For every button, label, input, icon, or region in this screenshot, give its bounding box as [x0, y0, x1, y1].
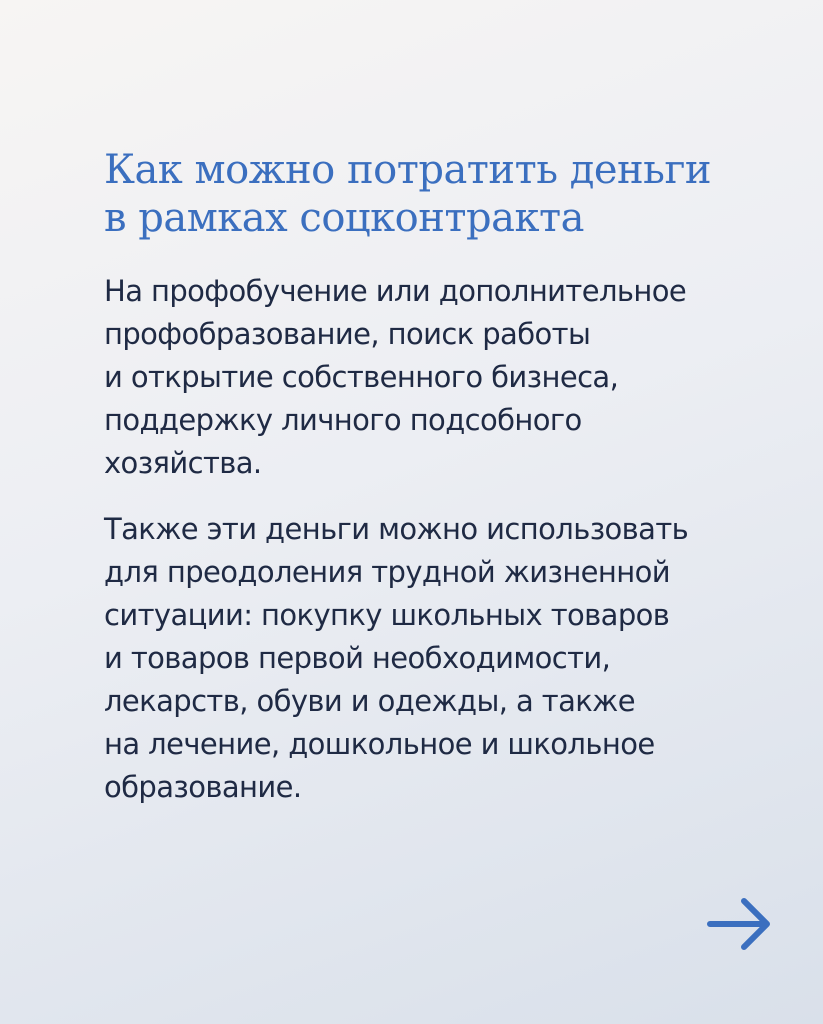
text-line: образование. — [104, 770, 302, 804]
title-line: Как можно потратить деньги — [104, 147, 712, 193]
next-slide-button[interactable] — [706, 894, 774, 954]
arrow-right-icon — [706, 894, 774, 954]
title-line: в рамках соцконтракта — [104, 195, 584, 241]
text-line: для преодоления трудной жизненной — [104, 555, 671, 589]
text-line: и товаров первой необходимости, — [104, 641, 611, 675]
slide-title — [104, 146, 794, 242]
body-paragraph-2 — [104, 508, 784, 809]
text-line: профобразование, поиск работы — [104, 317, 591, 351]
text-line: На профобучение или дополнительное — [104, 274, 687, 308]
text-line: хозяйства. — [104, 446, 262, 480]
text-line: Также эти деньги можно использовать — [104, 512, 689, 546]
text-line: ситуации: покупку школьных товаров — [104, 598, 670, 632]
text-line: на лечение, дошкольное и школьное — [104, 727, 655, 761]
text-line: лекарств, обуви и одежды, а также — [104, 684, 635, 718]
body-paragraph-1 — [104, 270, 784, 485]
text-line: и открытие собственного бизнеса, — [104, 360, 619, 394]
text-line: поддержку личного подсобного — [104, 403, 582, 437]
